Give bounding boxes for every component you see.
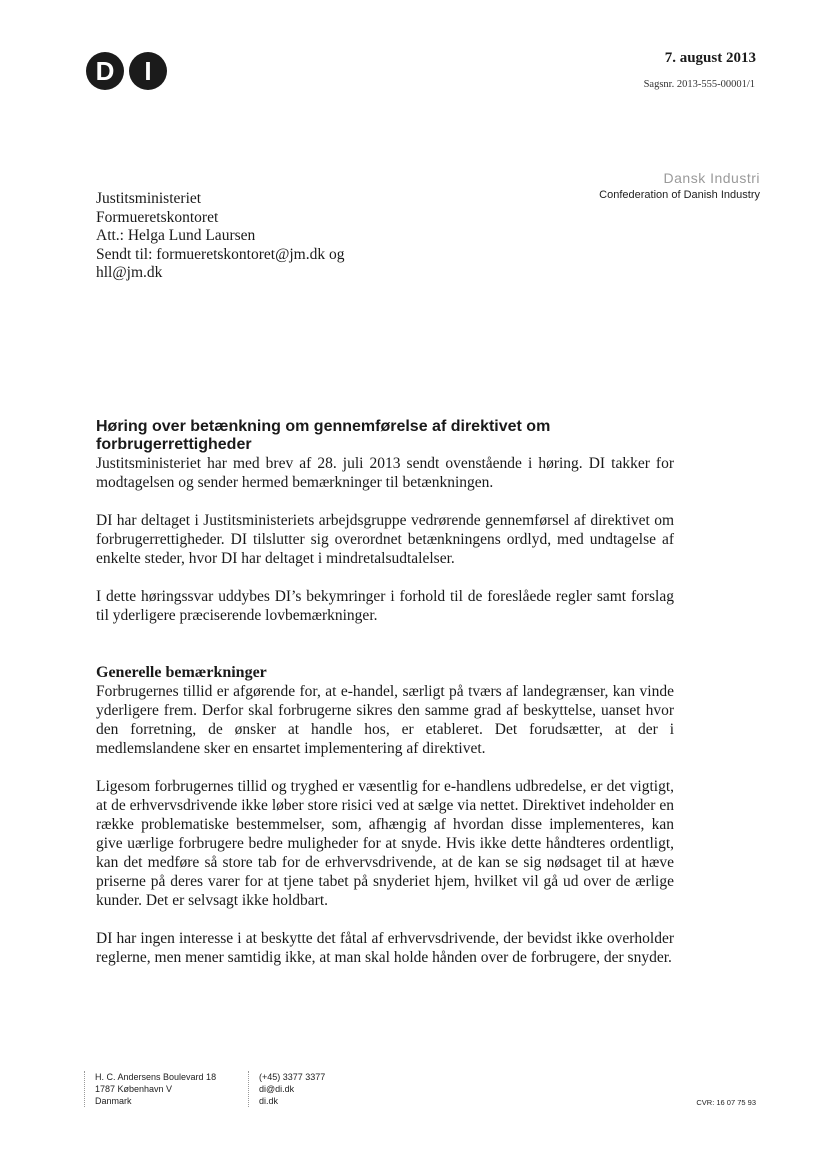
- recipient-line: Att.: Helga Lund Laursen: [96, 227, 256, 244]
- section-heading: Generelle bemærkninger: [96, 664, 267, 681]
- recipient-line: hll@jm.dk: [96, 264, 163, 281]
- body-paragraph: I dette høringssvar uddybes DI’s bekymringer i forhold til de foreslåede regler samt forslag til yderligere præciserende lovbemærkninger.: [96, 588, 674, 624]
- case-number: Sagsnr. 2013-555-00001/1: [643, 79, 755, 90]
- page-footer: [84, 1071, 764, 1111]
- organization-subtitle: Confederation of Danish Industry: [599, 189, 760, 201]
- footer-cvr: CVR: 16 07 75 93: [696, 1098, 756, 1107]
- footer-contact: [248, 1071, 325, 1107]
- di-logo: [86, 52, 176, 92]
- footer-address-line: 1787 København V: [95, 1084, 173, 1094]
- letter-body: [96, 418, 674, 986]
- body-paragraph: DI har ingen interesse i at beskytte det fåtal af erhvervsdrivende, der bevidst ikke overholder reglerne, men mener samtidig ikke, at man skal holde hånden over de forbrugere, der snyder.: [96, 930, 674, 966]
- letter-date: 7. august 2013: [664, 50, 756, 66]
- footer-address: [84, 1071, 216, 1107]
- logo-letter-d: D: [86, 52, 124, 90]
- body-paragraph: Forbrugernes tillid er afgørende for, at e-handel, særligt på tværs af landegrænser, kan vinde yderligere frem. Derfor skal forbrugerne sikres den samme grad af beskyttelse, uanset hvor den forretning, de ønsker at handle hos, er etableret. Det forudsætter, at der i medlemslandene sker en ensartet implementering af direktivet.: [96, 683, 674, 757]
- body-paragraph: DI har deltaget i Justitsministeriets arbejdsgruppe vedrørende gennemførsel af direktivet om forbrugerrettigheder. DI tilslutter sig overordnet betænkningens ordlyd, med undtagelse af enkelte steder, hvor DI har deltaget i mindretalsudtalelser.: [96, 512, 674, 567]
- body-paragraph: Ligesom forbrugernes tillid og tryghed er væsentlig for e-handlens udbredelse, er det vigtigt, at de erhvervsdrivende ikke løber store risici ved at sælge via nettet. Direktivet indeholder en række problematiske bestemmelser, som, afhængig af hvordan disse implementeres, kan give uærlige forbrugere bedre muligheder for at snyde. Hvis ikke dette håndteres ordentligt, kan det medføre så store tab for de erhvervsdrivende, at de kan se sig nødsaget til at hæve priserne på deres varer for at tjene tabet på snyderiet hjem, hvilket vil gå ud over de ærlige kunder. Det er selvsagt ikke holdbart.: [96, 778, 674, 909]
- footer-website: di.dk: [259, 1096, 279, 1106]
- recipient-line: Sendt til: formueretskontoret@jm.dk og: [96, 245, 345, 263]
- footer-phone: (+45) 3377 3377: [259, 1072, 326, 1082]
- organization-name: Dansk Industri: [663, 170, 760, 186]
- recipient-line: Justitsministeriet: [96, 190, 202, 207]
- recipient-line: Formueretskontoret: [96, 208, 219, 226]
- footer-address-line: H. C. Andersens Boulevard 18: [95, 1072, 217, 1082]
- letter-heading: Høring over betænkning om gennemførelse af direktivet om forbrugerrettigheder: [96, 418, 551, 453]
- footer-address-line: Danmark: [95, 1096, 132, 1106]
- footer-email: di@di.dk: [259, 1084, 295, 1094]
- recipient-block: [96, 190, 344, 283]
- body-paragraph: Justitsministeriet har med brev af 28. juli 2013 sendt ovenstående i høring. DI takker for modtagelsen og sender hermed bemærkninger til betænkningen.: [96, 455, 674, 491]
- logo-letter-i: I: [129, 52, 167, 90]
